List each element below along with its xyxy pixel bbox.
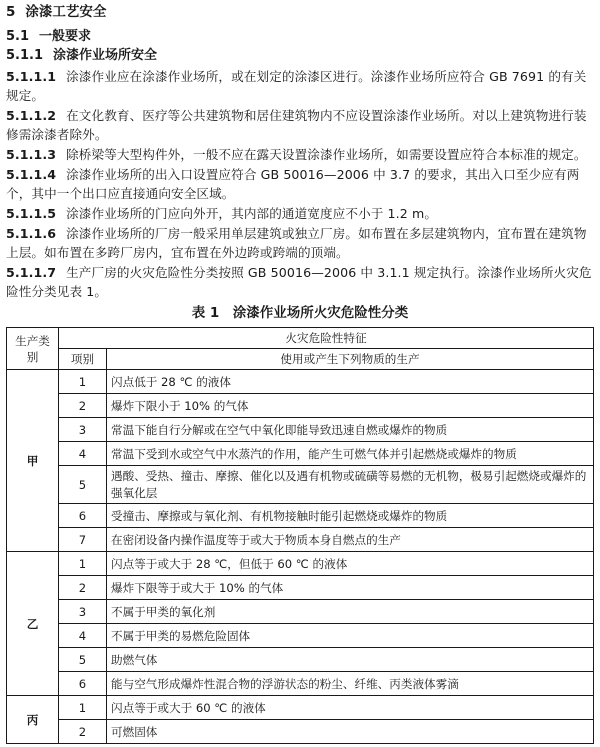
table-row <box>7 672 594 696</box>
clause-list <box>6 67 594 301</box>
item-cell: 1 <box>59 696 107 720</box>
header-item: 项别 <box>59 349 107 370</box>
table-row <box>7 394 594 418</box>
item-cell: 5 <box>59 648 107 672</box>
clause-text: 涂漆作业场所的门应向外开，其内部的通道宽度应不小于 1.2 m。 <box>66 206 438 221</box>
desc-cell: 爆炸下限等于或大于 10% 的气体 <box>107 576 594 600</box>
table-row <box>7 696 594 720</box>
desc-cell: 常温下能自行分解或在空气中氧化即能导致迅速自燃或爆炸的物质 <box>107 418 594 442</box>
clause-paragraph <box>6 67 594 105</box>
section-title: 涂漆工艺安全 <box>25 4 107 20</box>
item-cell: 1 <box>59 370 107 394</box>
table-row <box>7 648 594 672</box>
table-row <box>7 528 594 552</box>
item-cell: 3 <box>59 418 107 442</box>
table-row <box>7 418 594 442</box>
item-cell: 4 <box>59 442 107 466</box>
clause-number: 5.1.1.2 <box>6 108 57 123</box>
desc-cell: 爆炸下限小于 10% 的气体 <box>107 394 594 418</box>
item-cell: 2 <box>59 576 107 600</box>
desc-cell: 受撞击、摩擦或与氧化剂、有机物接触时能引起燃烧或爆炸的物质 <box>107 504 594 528</box>
clause-paragraph <box>6 145 594 164</box>
clause-paragraph <box>6 165 594 203</box>
item-cell: 4 <box>59 624 107 648</box>
table-row <box>7 504 594 528</box>
desc-cell: 在密闭设备内操作温度等于或大于物质本身自燃点的生产 <box>107 528 594 552</box>
clause-paragraph <box>6 224 594 262</box>
table-caption: 表 1 涂漆作业场所火灾危险性分类 <box>191 305 409 321</box>
subsubsection-title: 涂漆作业场所安全 <box>53 48 158 63</box>
table-row <box>7 576 594 600</box>
section-heading <box>6 2 594 22</box>
table-row <box>7 370 594 394</box>
header-desc: 使用或产生下列物质的生产 <box>107 349 594 370</box>
table-header-row <box>7 328 594 349</box>
desc-cell: 不属于甲类的易燃危险固体 <box>107 624 594 648</box>
subsubsection-number: 5.1.1 <box>6 48 44 63</box>
table-row <box>7 624 594 648</box>
section-number: 5 <box>6 4 16 20</box>
clause-number: 5.1.1.4 <box>6 167 57 182</box>
item-cell: 2 <box>59 720 107 744</box>
desc-cell: 闪点低于 28 ℃ 的液体 <box>107 370 594 394</box>
clause-number: 5.1.1.6 <box>6 226 57 241</box>
category-cell: 丙 <box>7 696 59 744</box>
clause-text: 生产厂房的火灾危险性分类按照 GB 50016—2006 中 3.1.1 规定执行。涂漆作业场所火灾危险性分类见表 1。 <box>6 265 592 299</box>
clause-number: 5.1.1.3 <box>6 147 57 162</box>
table-row <box>7 600 594 624</box>
item-cell: 1 <box>59 552 107 576</box>
item-cell: 3 <box>59 600 107 624</box>
desc-cell: 遇酸、受热、撞击、摩擦、催化以及遇有机物或硫磺等易燃的无机物，极易引起燃烧或爆炸的强氧化层 <box>107 466 594 504</box>
clause-text: 涂漆作业场所的出入口设置应符合 GB 50016—2006 中 3.7 的要求，其出入口至少应有两个，其中一个出口应直接通向安全区域。 <box>6 167 580 201</box>
subsubsection-heading <box>6 47 594 65</box>
item-cell: 6 <box>59 504 107 528</box>
subsection-heading <box>6 28 594 46</box>
desc-cell: 可燃固体 <box>107 720 594 744</box>
clause-text: 涂漆作业应在涂漆作业场所，或在划定的涂漆区进行。涂漆作业场所应符合 GB 7691 的有关规定。 <box>6 69 587 103</box>
item-cell: 7 <box>59 528 107 552</box>
clause-text: 除桥梁等大型构件外，一般不应在露天设置涂漆作业场所，如需要设置应符合本标准的规定。 <box>66 147 587 162</box>
category-cell: 乙 <box>7 552 59 696</box>
table-header-row <box>7 349 594 370</box>
subsection-title: 一般要求 <box>39 29 92 44</box>
clause-text: 涂漆作业场所的厂房一般采用单层建筑或独立厂房。如布置在多层建筑物内，宜布置在建筑物上层。如布置在多跨厂房内，宜布置在外边跨或跨端的顶端。 <box>6 226 587 260</box>
header-feature: 火灾危险性特征 <box>59 328 594 349</box>
desc-cell: 能与空气形成爆炸性混合物的浮游状态的粉尘、纤维、丙类液体雾滴 <box>107 672 594 696</box>
item-cell: 6 <box>59 672 107 696</box>
desc-cell: 闪点等于或大于 60 ℃ 的液体 <box>107 696 594 720</box>
clause-text: 在文化教育、医疗等公共建筑物和居住建筑物内不应设置涂漆作业场所。对以上建筑物进行装修需涂漆者除外。 <box>6 108 587 142</box>
clause-paragraph <box>6 204 594 223</box>
desc-cell: 闪点等于或大于 28 ℃，但低于 60 ℃ 的液体 <box>107 552 594 576</box>
fire-hazard-table <box>6 327 594 744</box>
desc-cell: 常温下受到水或空气中水蒸汽的作用，能产生可燃气体并引起燃烧或爆炸的物质 <box>107 442 594 466</box>
header-category: 生产类别 <box>7 328 59 370</box>
desc-cell: 不属于甲类的氧化剂 <box>107 600 594 624</box>
category-cell: 甲 <box>7 370 59 552</box>
table-row <box>7 442 594 466</box>
subsection-number: 5.1 <box>6 29 30 44</box>
clause-number: 5.1.1.5 <box>6 206 57 221</box>
clause-paragraph <box>6 263 594 301</box>
desc-cell: 助燃气体 <box>107 648 594 672</box>
table-row <box>7 466 594 504</box>
clause-number: 5.1.1.1 <box>6 69 57 84</box>
table-row <box>7 552 594 576</box>
clause-number: 5.1.1.7 <box>6 265 57 280</box>
item-cell: 5 <box>59 466 107 504</box>
item-cell: 2 <box>59 394 107 418</box>
table-row <box>7 720 594 744</box>
clause-paragraph <box>6 106 594 144</box>
